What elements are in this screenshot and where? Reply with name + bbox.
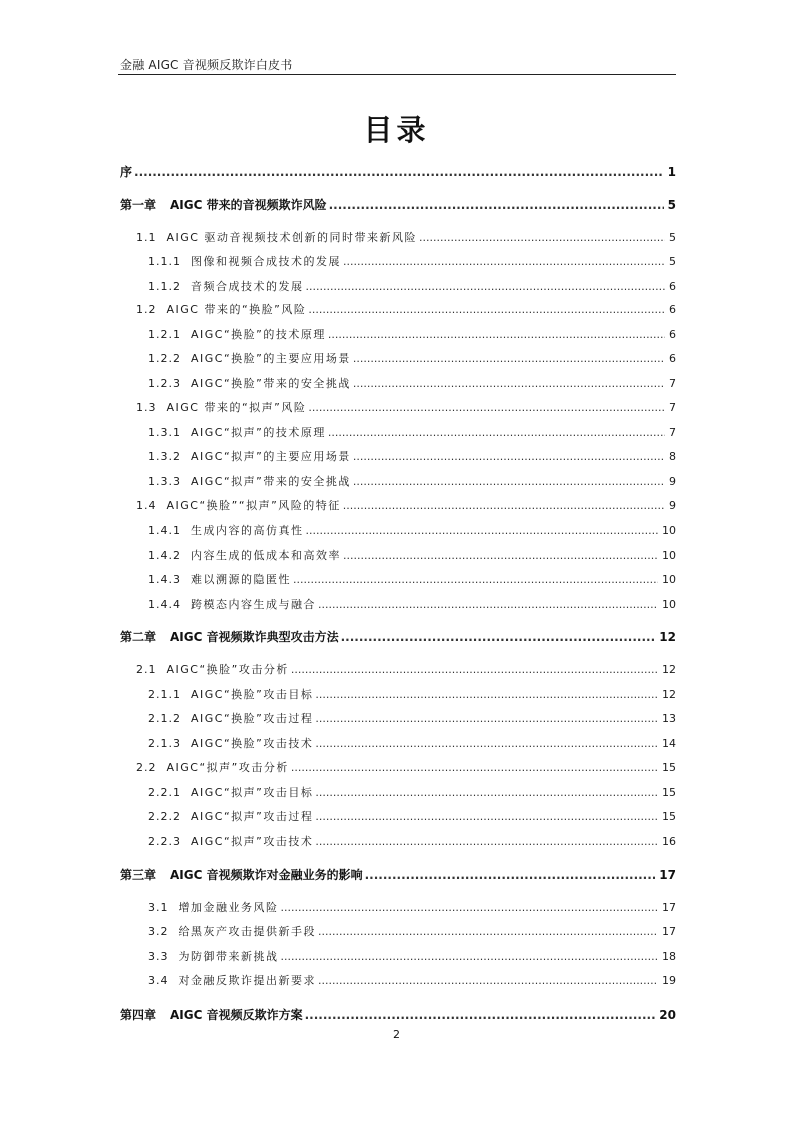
toc-leader-dots (308, 398, 665, 418)
toc-page-number: 6 (669, 280, 676, 293)
toc-leader-dots (328, 423, 665, 443)
toc-page-number: 19 (662, 974, 676, 987)
toc-subsection-entry[interactable] (148, 922, 676, 942)
toc-entry-number: 第四章 (120, 1008, 157, 1022)
toc-entry-title: 生成内容的高仿真性 (191, 524, 304, 537)
toc-leader-dots (281, 947, 659, 967)
toc-leader-dots (318, 971, 658, 991)
toc-entry-number: 2.1.3 (148, 737, 181, 750)
toc-entry-number: 1.4.3 (148, 573, 181, 586)
toc-leader-dots (318, 922, 658, 942)
toc-entry-title: AIGC“换脸”攻击技术 (191, 737, 314, 750)
toc-leader-dots (293, 570, 658, 590)
toc-leader-dots (419, 228, 665, 248)
toc-entry-number: 1.2.1 (148, 328, 181, 341)
toc-page-number: 14 (662, 737, 676, 750)
toc-subsection-entry[interactable] (148, 971, 676, 991)
toc-subsection-entry[interactable] (148, 277, 676, 297)
toc-entry-title: AIGC“拟声”的技术原理 (191, 426, 326, 439)
toc-page-number: 6 (669, 303, 676, 316)
page-number: 2 (393, 1028, 400, 1041)
toc-entry-number: 第三章 (120, 868, 157, 882)
toc-page-number: 6 (669, 352, 676, 365)
toc-entry-title: AIGC“换脸”的技术原理 (191, 328, 326, 341)
toc-chapter-entry[interactable] (120, 1005, 676, 1025)
toc-page-number: 10 (662, 524, 676, 537)
toc-leader-dots (343, 546, 658, 566)
toc-page-number: 1 (667, 165, 676, 179)
toc-page-number: 5 (669, 231, 676, 244)
toc-entry-title: AIGC“换脸”攻击目标 (191, 688, 314, 701)
toc-entry-number: 第二章 (120, 630, 157, 644)
toc-entry-number: 1.3 (136, 401, 157, 414)
toc-section-entry[interactable] (136, 300, 676, 320)
toc-subsection-entry[interactable] (148, 447, 676, 467)
toc-subsection-entry[interactable] (148, 325, 676, 345)
toc-entry-title: 为防御带来新挑战 (178, 950, 279, 963)
toc-chapter-entry[interactable] (120, 627, 676, 647)
toc-entry-number: 2.2.1 (148, 786, 181, 799)
toc-entry-title: AIGC 音视频欺诈对金融业务的影响 (170, 868, 363, 882)
toc-subsection-entry[interactable] (148, 685, 676, 705)
toc-entry-title: 音频合成技术的发展 (191, 280, 304, 293)
toc-entry-number: 1.4.1 (148, 524, 181, 537)
toc-page-number: 10 (662, 573, 676, 586)
toc-entry-number: 1.3.1 (148, 426, 181, 439)
toc-page-number: 15 (662, 761, 676, 774)
toc-page-number: 12 (662, 688, 676, 701)
toc-leader-dots (341, 627, 656, 647)
toc-entry-title: AIGC“拟声”的主要应用场景 (191, 450, 351, 463)
toc-subsection-entry[interactable] (148, 947, 676, 967)
toc-leader-dots (353, 447, 665, 467)
toc-section-entry[interactable] (136, 398, 676, 418)
toc-subsection-entry[interactable] (148, 570, 676, 590)
toc-entry-title: AIGC“换脸”带来的安全挑战 (191, 377, 351, 390)
toc-page-number: 9 (669, 499, 676, 512)
toc-entry-title: AIGC“拟声”带来的安全挑战 (191, 475, 351, 488)
toc-entry-title: AIGC 音视频欺诈典型攻击方法 (170, 630, 339, 644)
toc-entry-number: 1.4 (136, 499, 157, 512)
toc-section-entry[interactable] (136, 496, 676, 516)
toc-subsection-entry[interactable] (148, 546, 676, 566)
toc-entry-number: 2.1.1 (148, 688, 181, 701)
toc-leader-dots (353, 472, 665, 492)
toc-page-number: 7 (669, 401, 676, 414)
toc-chapter-entry[interactable] (120, 865, 676, 885)
toc-leader-dots (328, 325, 665, 345)
toc-entry-number: 1.2.2 (148, 352, 181, 365)
toc-leader-dots (306, 521, 659, 541)
toc-section-entry[interactable] (136, 758, 676, 778)
toc-entry-title: 内容生成的低成本和高效率 (191, 549, 341, 562)
toc-entry-number: 3.4 (148, 974, 169, 987)
toc-page-number: 13 (662, 712, 676, 725)
toc-entry-title: 增加金融业务风险 (178, 901, 279, 914)
toc-leader-dots (315, 783, 658, 803)
toc-entry-title: AIGC 驱动音视频技术创新的同时带来新风险 (166, 231, 417, 244)
toc-subsection-entry[interactable] (148, 595, 676, 615)
toc-section-entry[interactable] (136, 660, 676, 680)
toc-entry-title: 难以溯源的隐匿性 (191, 573, 291, 586)
toc-entry-number: 1.1 (136, 231, 157, 244)
toc-subsection-entry[interactable] (148, 374, 676, 394)
toc-leader-dots (291, 660, 658, 680)
toc-page-number: 17 (662, 925, 676, 938)
toc-entry-title: AIGC 带来的“拟声”风险 (166, 401, 307, 414)
page-title: 目录 (363, 113, 430, 147)
toc-entry-number: 1.3.2 (148, 450, 181, 463)
toc-leader-dots (315, 734, 658, 754)
toc-page-number: 15 (662, 810, 676, 823)
toc-leader-dots (353, 349, 665, 369)
toc-entry-title: 对金融反欺诈提出新要求 (178, 974, 316, 987)
toc-chapter-entry[interactable] (120, 162, 676, 182)
toc-entry-number: 1.1.2 (148, 280, 181, 293)
toc-leader-dots (305, 1005, 656, 1025)
toc-page-number: 20 (659, 1008, 676, 1022)
toc-page-number: 18 (662, 950, 676, 963)
toc-entry-title: AIGC“拟声”攻击技术 (191, 835, 314, 848)
toc-section-entry[interactable] (136, 228, 676, 248)
toc-entry-title: AIGC“拟声”攻击分析 (166, 761, 289, 774)
toc-entry-number: 第一章 (120, 198, 157, 212)
toc-leader-dots (343, 496, 665, 516)
toc-leader-dots (281, 898, 659, 918)
toc-entry-title: AIGC 带来的音视频欺诈风险 (170, 198, 327, 212)
toc-subsection-entry[interactable] (148, 734, 676, 754)
toc-leader-dots (343, 252, 665, 272)
toc-subsection-entry[interactable] (148, 898, 676, 918)
toc-leader-dots (353, 374, 665, 394)
toc-leader-dots (315, 709, 658, 729)
toc-subsection-entry[interactable] (148, 521, 676, 541)
toc-page-number: 16 (662, 835, 676, 848)
toc-entry-title: AIGC 音视频反欺诈方案 (170, 1008, 303, 1022)
toc-leader-dots (308, 300, 665, 320)
toc-entry-number: 3.3 (148, 950, 169, 963)
toc-entry-title: AIGC“换脸”攻击过程 (191, 712, 314, 725)
toc-entry-title: 跨模态内容生成与融合 (191, 598, 316, 611)
toc-entry-title: AIGC“换脸”“拟声”风险的特征 (166, 499, 341, 512)
toc-leader-dots (306, 277, 666, 297)
toc-entry-title: 给黑灰产攻击提供新手段 (178, 925, 316, 938)
header-title: 金融 AIGC 音视频反欺诈白皮书 (120, 58, 293, 72)
toc-entry-number: 1.1.1 (148, 255, 181, 268)
toc-entry-title: AIGC“拟声”攻击目标 (191, 786, 314, 799)
toc-entry-number: 1.2.3 (148, 377, 181, 390)
toc-entry-title: AIGC“拟声”攻击过程 (191, 810, 314, 823)
toc-entry-title: AIGC“换脸”的主要应用场景 (191, 352, 351, 365)
toc-subsection-entry[interactable] (148, 252, 676, 272)
toc-page-number: 15 (662, 786, 676, 799)
toc-chapter-entry[interactable] (120, 195, 676, 215)
toc-subsection-entry[interactable] (148, 832, 676, 852)
toc-entry-number: 2.2.2 (148, 810, 181, 823)
toc-entry-title: 图像和视频合成技术的发展 (191, 255, 341, 268)
toc-entry-number: 1.4.4 (148, 598, 181, 611)
toc-leader-dots (315, 832, 658, 852)
toc-subsection-entry[interactable] (148, 709, 676, 729)
toc-page-number: 17 (662, 901, 676, 914)
toc-entry-number: 2.2.3 (148, 835, 181, 848)
toc-entry-number: 3.2 (148, 925, 169, 938)
toc-subsection-entry[interactable] (148, 349, 676, 369)
toc-entry-title: AIGC“换脸”攻击分析 (166, 663, 289, 676)
toc-leader-dots (365, 865, 656, 885)
toc-leader-dots (315, 685, 658, 705)
toc-entry-number: 2.2 (136, 761, 157, 774)
toc-page-number: 12 (659, 630, 676, 644)
toc-subsection-entry[interactable] (148, 783, 676, 803)
toc-entry-number: 1.2 (136, 303, 157, 316)
toc-page-number: 8 (669, 450, 676, 463)
toc-page-number: 7 (669, 426, 676, 439)
toc-page-number: 10 (662, 549, 676, 562)
running-header (118, 56, 676, 75)
toc-page-number: 7 (669, 377, 676, 390)
toc-entry-number: 2.1.2 (148, 712, 181, 725)
toc-leader-dots (318, 595, 658, 615)
toc-entry-number: 2.1 (136, 663, 157, 676)
toc-page-number: 12 (662, 663, 676, 676)
toc-subsection-entry[interactable] (148, 472, 676, 492)
toc-page-number: 6 (669, 328, 676, 341)
toc-page-number: 17 (659, 868, 676, 882)
toc-subsection-entry[interactable] (148, 423, 676, 443)
toc-page-number: 10 (662, 598, 676, 611)
toc-leader-dots (315, 807, 658, 827)
toc-page-number: 5 (667, 198, 676, 212)
toc-entry-number: 3.1 (148, 901, 169, 914)
toc-entry-number: 1.3.3 (148, 475, 181, 488)
toc-page-number: 9 (669, 475, 676, 488)
toc-entry-number: 1.4.2 (148, 549, 181, 562)
toc-page-number: 5 (669, 255, 676, 268)
toc-entry-title: AIGC 带来的“换脸”风险 (166, 303, 307, 316)
toc-leader-dots (134, 162, 664, 182)
toc-subsection-entry[interactable] (148, 807, 676, 827)
toc-leader-dots (329, 195, 664, 215)
toc-leader-dots (291, 758, 658, 778)
toc-entry-number: 序 (120, 165, 133, 179)
